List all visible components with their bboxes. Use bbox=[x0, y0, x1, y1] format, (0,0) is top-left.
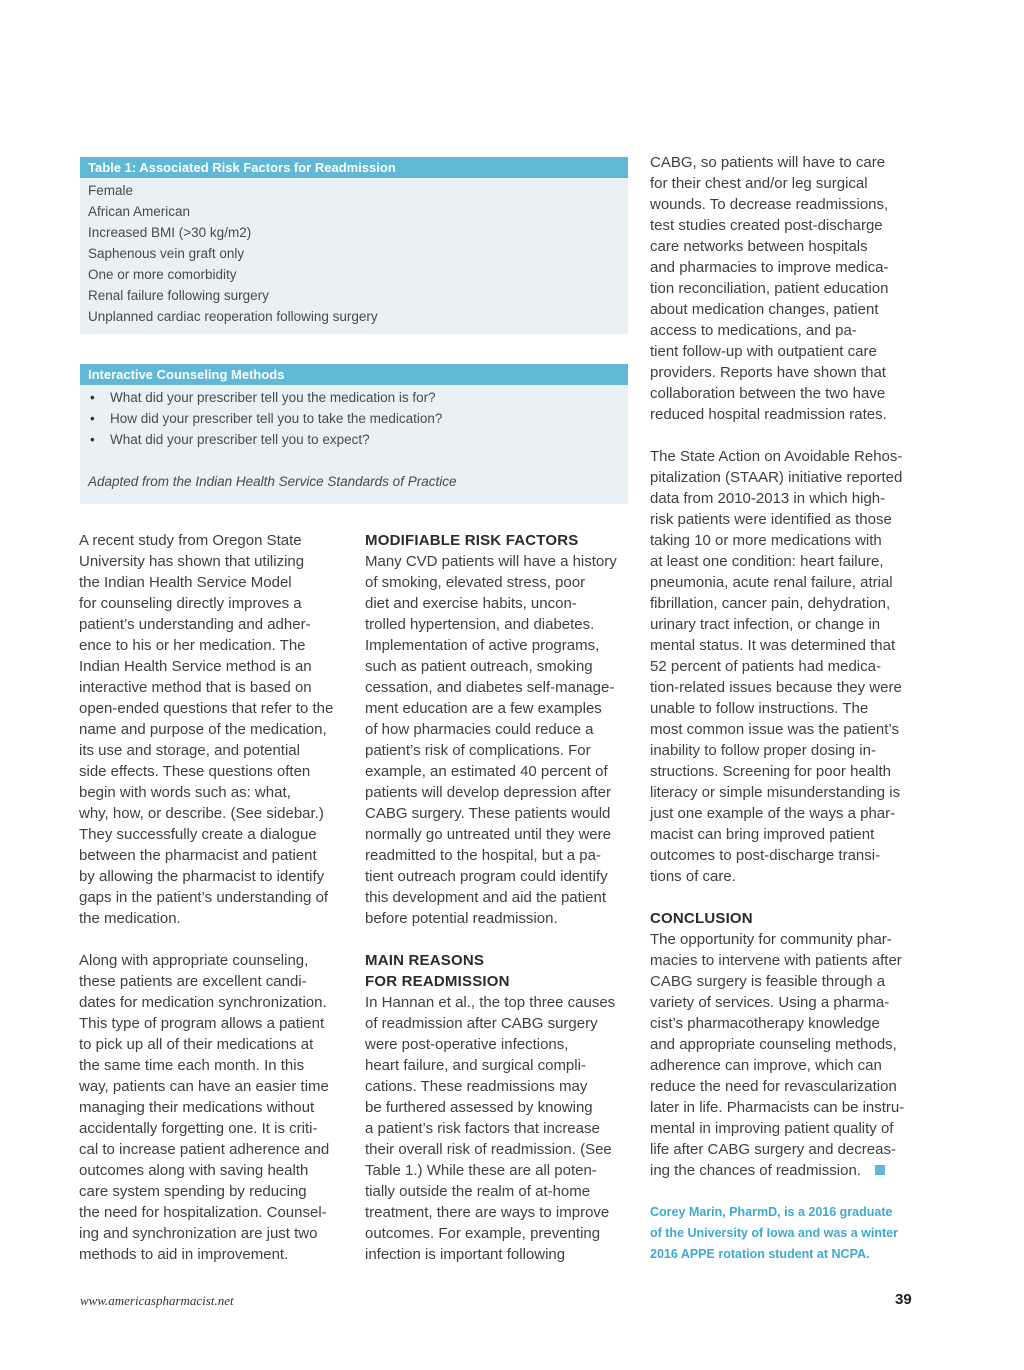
text-line: access to medications, and pa- bbox=[650, 322, 857, 339]
text-line: In Hannan et al., the top three causes bbox=[365, 994, 616, 1011]
text-line: tion reconciliation, patient education bbox=[650, 280, 889, 297]
text-line: outcomes to post-discharge transi- bbox=[650, 847, 881, 864]
text-line: of how pharmacies could reduce a bbox=[365, 721, 594, 738]
text-line: macies to intervene with patients after bbox=[650, 952, 902, 969]
text-line: taking 10 or more medications with bbox=[650, 532, 882, 549]
column-2 bbox=[365, 530, 633, 1286]
text-line: the same time each month. In this bbox=[79, 1057, 305, 1074]
paragraph bbox=[650, 446, 918, 887]
text-line: mental in improving patient quality of bbox=[650, 1120, 894, 1137]
text-line: CABG, so patients will have to care bbox=[650, 154, 886, 171]
text-line: wounds. To decrease readmissions, bbox=[650, 196, 889, 213]
text-line: about medication changes, patient bbox=[650, 301, 879, 318]
bio-line: of the University of Iowa and was a winter bbox=[650, 1226, 898, 1240]
text-line: Indian Health Service method is an bbox=[79, 658, 312, 675]
text-line: example, an estimated 40 percent of bbox=[365, 763, 608, 780]
text-line: structions. Screening for poor health bbox=[650, 763, 891, 780]
text-line: CABG surgery. These patients would bbox=[365, 805, 611, 822]
text-line: patient’s understanding and adher- bbox=[79, 616, 311, 633]
text-line: cist’s pharmacotherapy knowledge bbox=[650, 1015, 880, 1032]
text-line: between the pharmacist and patient bbox=[79, 847, 317, 864]
text-line: fibrillation, cancer pain, dehydration, bbox=[650, 595, 891, 612]
text-line: and pharmacies to improve medica- bbox=[650, 259, 889, 276]
column-1 bbox=[79, 530, 347, 1286]
table-row: African American bbox=[88, 204, 191, 219]
table-body bbox=[80, 178, 628, 327]
paragraph bbox=[79, 530, 347, 929]
text-line: patient’s risk of complications. For bbox=[365, 742, 591, 759]
text-line: and appropriate counseling methods, bbox=[650, 1036, 897, 1053]
text-line: care networks between hospitals bbox=[650, 238, 868, 255]
paragraph bbox=[365, 992, 633, 1265]
text-line: of readmission after CABG surgery bbox=[365, 1015, 598, 1032]
text-line: variety of services. Using a pharma- bbox=[650, 994, 890, 1011]
text-line: later in life. Pharmacists can be instru- bbox=[650, 1099, 905, 1116]
text-line: cations. These readmissions may bbox=[365, 1078, 588, 1095]
text-line: name and purpose of the medication, bbox=[79, 721, 327, 738]
text-line: patients will develop depression after bbox=[365, 784, 611, 801]
text-line: open-ended questions that refer to the bbox=[79, 700, 334, 717]
text-line: urinary tract infection, or change in bbox=[650, 616, 881, 633]
text-line: life after CABG surgery and decreas- bbox=[650, 1141, 896, 1158]
sidebar-bullet-list bbox=[88, 387, 620, 450]
section-heading: MODIFIABLE RISK FACTORS bbox=[365, 532, 579, 549]
text-line: This type of program allows a patient bbox=[79, 1015, 325, 1032]
text-line: unable to follow instructions. The bbox=[650, 700, 869, 717]
text-line: Table 1.) While these are all poten- bbox=[365, 1162, 597, 1179]
table-row: Female bbox=[88, 183, 134, 198]
table-row: Renal failure following surgery bbox=[88, 288, 269, 303]
text-line: tions of care. bbox=[650, 868, 736, 885]
text-line: for counseling directly improves a bbox=[79, 595, 302, 612]
text-line: Many CVD patients will have a history bbox=[365, 553, 617, 570]
text-line: side effects. These questions often bbox=[79, 763, 311, 780]
text-line: for their chest and/or leg surgical bbox=[650, 175, 868, 192]
text-line: Along with appropriate counseling, bbox=[79, 952, 309, 969]
text-line: tient follow-up with outpatient care bbox=[650, 343, 877, 360]
text-line: ing and synchronization are just two bbox=[79, 1225, 318, 1242]
text-line: just one example of the ways a phar- bbox=[650, 805, 896, 822]
sidebar-source-note: Adapted from the Indian Health Service Standards of Practice bbox=[88, 474, 457, 489]
list-item: • What did your prescriber tell you the medication is for? bbox=[88, 387, 620, 408]
table-row: One or more comorbidity bbox=[88, 267, 237, 282]
section-heading-line-2: FOR READMISSION bbox=[365, 973, 510, 990]
text-line: adherence can improve, which can bbox=[650, 1057, 882, 1074]
text-line: reduce the need for revascularization bbox=[650, 1078, 897, 1095]
text-line: managing their medications without bbox=[79, 1099, 315, 1116]
text-line: a patient’s risk factors that increase bbox=[365, 1120, 600, 1137]
text-line: trolled hypertension, and diabetes. bbox=[365, 616, 595, 633]
text-line: to pick up all of their medications at bbox=[79, 1036, 314, 1053]
text-line: the medication. bbox=[79, 910, 181, 927]
text-line: A recent study from Oregon State bbox=[79, 532, 302, 549]
text-line: test studies created post-discharge bbox=[650, 217, 883, 234]
text-line: these patients are excellent candi- bbox=[79, 973, 307, 990]
bio-line: Corey Marin, PharmD, is a 2016 graduate bbox=[650, 1205, 893, 1219]
text-line: gaps in the patient’s understanding of bbox=[79, 889, 329, 906]
text-line: tient outreach program could identify bbox=[365, 868, 608, 885]
text-line: collaboration between the two have bbox=[650, 385, 886, 402]
text-line: at least one condition: heart failure, bbox=[650, 553, 884, 570]
text-line: mental status. It was determined that bbox=[650, 637, 896, 654]
text-line: treatment, there are ways to improve bbox=[365, 1204, 610, 1221]
column-3 bbox=[650, 152, 918, 1265]
bio-line: 2016 APPE rotation student at NCPA. bbox=[650, 1247, 870, 1261]
text-line: providers. Reports have shown that bbox=[650, 364, 886, 381]
text-line: be furthered assessed by knowing bbox=[365, 1099, 593, 1116]
section-heading: MAIN REASONS bbox=[365, 952, 485, 969]
paragraph bbox=[365, 551, 633, 929]
text-line: outcomes along with saving health bbox=[79, 1162, 309, 1179]
text-line: The opportunity for community phar- bbox=[650, 931, 892, 948]
counseling-sidebar bbox=[80, 364, 628, 504]
text-line: ment education are a few examples bbox=[365, 700, 602, 717]
sidebar-title: Interactive Counseling Methods bbox=[80, 364, 628, 385]
text-line: diet and exercise habits, uncon- bbox=[365, 595, 577, 612]
text-line: macist can bring improved patient bbox=[650, 826, 875, 843]
text-line: why, how, or describe. (See sidebar.) bbox=[79, 805, 324, 822]
table-title: Table 1: Associated Risk Factors for Readmission bbox=[80, 157, 628, 178]
text-line: such as patient outreach, smoking bbox=[365, 658, 593, 675]
text-line: before potential readmission. bbox=[365, 910, 558, 927]
page-number: 39 bbox=[895, 1291, 912, 1308]
paragraph bbox=[650, 929, 918, 1181]
text-line: They successfully create a dialogue bbox=[79, 826, 317, 843]
text-line: data from 2010-2013 in which high- bbox=[650, 490, 886, 507]
table-row: Saphenous vein graft only bbox=[88, 246, 245, 261]
text-line: normally go untreated until they were bbox=[365, 826, 611, 843]
text-line: outcomes. For example, preventing bbox=[365, 1225, 601, 1242]
text-line: care system spending by reducing bbox=[79, 1183, 307, 1200]
text-line: readmitted to the hospital, but a pa- bbox=[365, 847, 601, 864]
text-line: reduced hospital readmission rates. bbox=[650, 406, 887, 423]
text-line: cessation, and diabetes self-manage- bbox=[365, 679, 615, 696]
text-line-last bbox=[650, 1160, 918, 1181]
text-line: ence to his or her medication. The bbox=[79, 637, 306, 654]
text-line: most common issue was the patient’s bbox=[650, 721, 900, 738]
text-line: cal to increase patient adherence and bbox=[79, 1141, 330, 1158]
end-square-icon bbox=[875, 1165, 885, 1175]
text-line: by allowing the pharmacist to identify bbox=[79, 868, 325, 885]
risk-factors-table bbox=[80, 157, 628, 334]
text-line: University has shown that utilizing bbox=[79, 553, 305, 570]
text-line: literacy or simple misunderstanding is bbox=[650, 784, 901, 801]
text-line: the need for hospitalization. Counsel- bbox=[79, 1204, 327, 1221]
text-line: risk patients were identified as those bbox=[650, 511, 892, 528]
text-line: of smoking, elevated stress, poor bbox=[365, 574, 586, 591]
text-line: their overall risk of readmission. (See bbox=[365, 1141, 612, 1158]
text-line: this development and aid the patient bbox=[365, 889, 607, 906]
text-line: accidentally forgetting one. It is criti- bbox=[79, 1120, 318, 1137]
text-line: heart failure, and surgical compli- bbox=[365, 1057, 586, 1074]
text-line: methods to aid in improvement. bbox=[79, 1246, 289, 1263]
text-fragment: ing the chances of readmission. bbox=[650, 1162, 861, 1179]
text-line: CABG surgery is feasible through a bbox=[650, 973, 886, 990]
text-line: way, patients can have an easier time bbox=[79, 1078, 329, 1095]
list-item: • How did your prescriber tell you to take the medication? bbox=[88, 408, 620, 429]
text-line: The State Action on Avoidable Rehos- bbox=[650, 448, 903, 465]
text-line: inability to follow proper dosing in- bbox=[650, 742, 876, 759]
text-line: pneumonia, acute renal failure, atrial bbox=[650, 574, 893, 591]
list-item: • What did your prescriber tell you to expect? bbox=[88, 429, 620, 450]
footer-url: www.americaspharmacist.net bbox=[80, 1293, 234, 1308]
text-line: its use and storage, and potential bbox=[79, 742, 300, 759]
text-line: were post-operative infections, bbox=[365, 1036, 569, 1053]
text-line: pitalization (STAAR) initiative reported bbox=[650, 469, 903, 486]
text-line: tion-related issues because they were bbox=[650, 679, 902, 696]
text-line: the Indian Health Service Model bbox=[79, 574, 292, 591]
text-line: Implementation of active programs, bbox=[365, 637, 600, 654]
paragraph bbox=[650, 152, 918, 425]
author-bio bbox=[650, 1202, 918, 1265]
paragraph bbox=[79, 950, 347, 1265]
text-line: infection is important following bbox=[365, 1246, 566, 1263]
text-line: 52 percent of patients had medica- bbox=[650, 658, 881, 675]
text-line: tially outside the realm of at-home bbox=[365, 1183, 591, 1200]
table-row: Unplanned cardiac reoperation following surgery bbox=[88, 309, 378, 324]
text-line: interactive method that is based on bbox=[79, 679, 312, 696]
section-heading: CONCLUSION bbox=[650, 910, 753, 927]
text-line: dates for medication synchronization. bbox=[79, 994, 327, 1011]
sidebar-body bbox=[80, 385, 628, 492]
table-row: Increased BMI (>30 kg/m2) bbox=[88, 225, 252, 240]
text-line: begin with words such as: what, bbox=[79, 784, 291, 801]
